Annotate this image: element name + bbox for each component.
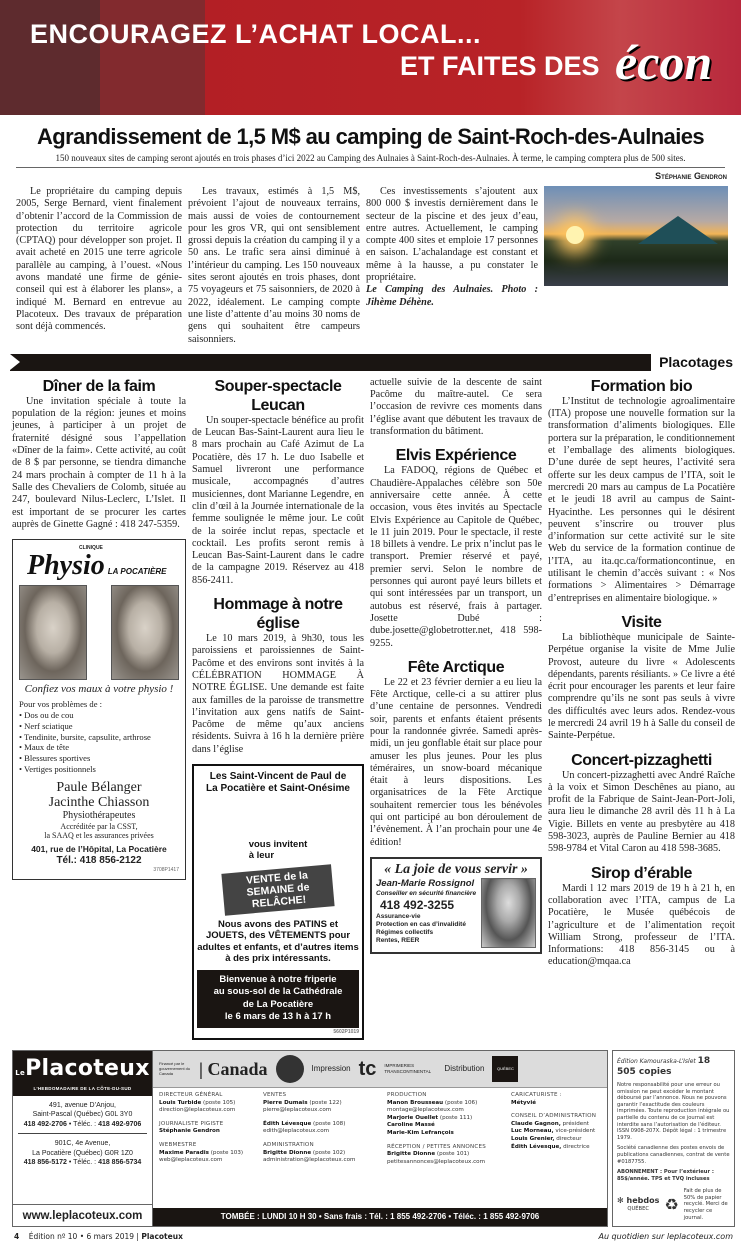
- list-title: Pour vos problèmes de :: [19, 699, 103, 710]
- brief-text: actuelle suivie de la descente de saint Pacôme du maître-autel. Ce sera l’occasion de revivre ces moments dans l’église avant que débutent les travaux de transformation du bâtiment.: [370, 376, 542, 438]
- staff-line: Marjorie Ouellet (poste 111): [387, 1114, 473, 1121]
- brief-visite: [548, 613, 735, 743]
- brief-hommage: [192, 595, 364, 756]
- staff-heading: CARICATURISTE :: [511, 1091, 562, 1098]
- therapist-names: Paule Bélanger Jacinthe Chiasson: [48, 779, 150, 810]
- brief-text: La FADOQ, régions de Québec et Chaudière-Appalaches célèbre son 50e anniversaire cette année. À cette occasion, vous êtes invités au Spectacle Elvis Expérience au Capitole de Québec, le 11 juin 2019. Pour le spectacle, il reste 18 billets à vendre. Le prix n’inclut pas le transport. Premier réservé et payé, premier servi. Selon le nombre de personnes qui auront payé leurs billets et qui sont intéressées par un transport, un autobus est réservé, frais à partager. Josette Dubé : dube.josette@globetrotter.net, 418 598-9255.: [370, 465, 542, 649]
- brief-fete: [370, 658, 542, 849]
- seal-icon: [276, 1055, 304, 1083]
- ad-invite: vous invitent à leur: [248, 838, 308, 861]
- ad-address: 401, rue de l’Hôpital, La Pocatière Tél.: 418 856-2122: [31, 843, 167, 866]
- staff-line: Louis Turbide (poste 105): [159, 1099, 236, 1106]
- rossignol-ad: [370, 857, 542, 954]
- brief-sirop: [548, 864, 735, 969]
- staff-entry: [511, 1092, 601, 1107]
- staff-line: web@leplacoteux.com: [159, 1157, 223, 1164]
- accreditation: Accréditée par la CSST, la SAAQ et les assurances privées: [44, 821, 154, 841]
- article-col-2: [188, 186, 360, 346]
- camping-photo: [544, 186, 728, 286]
- list-item: • Maux de tête: [19, 742, 70, 753]
- staff-line: Caroline Massé: [387, 1122, 435, 1129]
- staff-line: Pierre Dumais (poste 122): [263, 1099, 342, 1106]
- staff-entry: [263, 1142, 381, 1165]
- sale-tag: VENTE de la SEMAINE de RELÂCHE!: [221, 864, 334, 915]
- staff-grid: [153, 1088, 607, 1172]
- brief-text: Un concert-pizzaghetti avec André Raîche à la voix et Simon Deschênes au piano, au profit de la Fabrique de Saint-Jean-Port-Joli, aura lieu le dimanche 28 avril dès 11 h à La Vigie. Billets en vente au presbytère au 418 598-3023, auprès de Pauline Bernier au 418 598-9784 et Vital Caron au 418 598-3685.: [548, 769, 735, 855]
- brief-title: Dîner de la faim: [42, 377, 156, 395]
- article-paragraph: Ces investissements s’ajoutent aux 800 000 $ investis dernièrement dans le secteur de la piscine et des jeux d’eau, entre autres. Actuellement, le camping compte 400 sites et emploie 17 personnes en saison. L’achalandage est constant et même à la hausse, a pu constater le propriétaire.: [366, 186, 538, 284]
- banner-script: écon: [615, 34, 713, 90]
- advisor-phone: 418 492-3255: [380, 897, 455, 912]
- staff-line: direction@leplacoteux.com: [159, 1107, 236, 1114]
- buy-local-banner: [0, 0, 741, 115]
- placotages-columns: [12, 377, 735, 1040]
- staff-col-3: [387, 1092, 505, 1166]
- brief-elvis: [370, 446, 542, 649]
- staff-entry: [263, 1121, 381, 1136]
- staff-line: Métyvié: [511, 1099, 537, 1106]
- staff-heading: DIRECTEUR GÉNÉRAL: [159, 1091, 223, 1098]
- divider: [16, 167, 725, 168]
- physio-ad: [12, 539, 186, 880]
- ad-title: Les Saint-Vincent de Paul de La Pocatière et Saint-Onésime: [206, 770, 350, 794]
- page-footer: [14, 1231, 733, 1242]
- staff-line: pierre@leplacoteux.com: [263, 1107, 332, 1114]
- photo-paule: [19, 585, 87, 680]
- problem-list: [19, 699, 179, 775]
- staff-entry: [159, 1092, 257, 1115]
- recycle-note: Fait de plus de 50% de papier recyclé. Merci de recycler ce journal.: [683, 1188, 728, 1221]
- staff-line: montage@leplacoteux.com: [387, 1107, 464, 1114]
- staff-line: Édith Lévesque (poste 108): [263, 1120, 346, 1127]
- staff-line: edith@leplacoteux.com: [263, 1128, 330, 1135]
- services-list: [376, 913, 476, 945]
- brief-souper: [192, 377, 364, 587]
- brief-text: La bibliothèque municipale de Sainte-Perpétue organise la visite de Mme Julie Provost, auteure du livre « Adolescents dépendants, parents résiliants. » Ce livre a été écrit pour encourager les parents et leur faire comprendre qu’ils ne sont pas seuls à vivre des difficultés avec leurs ados. Rendez-vous le mercredi 24 avril 19 h à Salle du conseil de Sainte-Perpétue.: [548, 631, 735, 742]
- ad-body: Nous avons des PATINS et JOUETS, des VÊTEMENTS pour adultes et enfants, et d’autres items à des prix intéressants.: [197, 918, 359, 965]
- brief-concert: [548, 751, 735, 856]
- office-la-pocatiere: 901C, 4e Avenue, La Pocatière (Québec) G0R 1Z0 418 856-5172 • Téléc. : 418 856-5734: [23, 1140, 142, 1167]
- printer-name: IMPRIMERIES TRANSCONTINENTAL: [384, 1063, 432, 1074]
- article-paragraph: Le propriétaire du camping depuis 2005, Serge Bernard, vient finalement d’obtenir l’accord de la Commission de protection du territoire agricole (CPTAQ) pour développer son projet. Il avait acheté en 2015 une terre agricole parallèle au camping, à l’ouest. «Nous avons mandaté une firme de génie-conseil qui est à élaborer les plans», a indiqué M. Bernard en entrevue au Placoteux. Des travaux de préparation sont déjà commencés.: [16, 186, 182, 333]
- staff-entry: [387, 1092, 505, 1138]
- masthead-row: [12, 1050, 735, 1227]
- profession: Physiothérapeutes: [62, 809, 136, 821]
- impression-label: Impression: [311, 1063, 351, 1073]
- article-body: [16, 186, 733, 346]
- advisor-name: Jean-Marie Rossignol: [376, 877, 475, 889]
- list-item: • Dos ou de cou: [19, 709, 74, 720]
- brief-text: Une invitation spéciale à toute la population de la région: jeunes et moins jeunes, à participer à un projet de fraternité désigné sous l’appellation «Dîner de la faim». Cette activité, au coût de 8 $ par personne, se tiendra dimanche 24 mars prochain à compter de 11 h à la Salle des Chevaliers de Colomb, située au 247, boulevard Nilus-Leclerc, L’Islet. Il est important de se procurer les cartes auprès de Ginette Gagné : 418 247-5359.: [12, 395, 186, 530]
- website-tagline: Au quotidien sur leplacoteux.com: [598, 1232, 733, 1242]
- distribution-label: Distribution: [444, 1063, 485, 1073]
- article-col-1: [16, 186, 182, 334]
- hebdos-logo: ✻ hebdos QUÉBEC: [617, 1196, 660, 1213]
- edition-copies: Édition Kamouraska-L’Islet 18 505 copies: [617, 1055, 711, 1077]
- staff-line: Marie-Kim Lefrançois: [387, 1129, 454, 1136]
- banner-line-2: ET FAITES DES: [400, 51, 600, 81]
- photo-caption: Le Camping des Aulnaies. Photo : Jihème Déhène.: [366, 284, 538, 308]
- staff-heading: ADMINISTRATION: [263, 1141, 314, 1148]
- staff-line: administration@leplacoteux.com: [263, 1157, 356, 1164]
- staff-col-4: [511, 1092, 601, 1166]
- list-item: Protection en cas d’invalidité: [376, 920, 466, 928]
- staff-col-2: [263, 1092, 381, 1166]
- recycle-icon: ♻: [664, 1194, 679, 1214]
- photo-jacinthe: [111, 585, 179, 680]
- staff-entry: [159, 1121, 257, 1136]
- subscription: ABONNEMENT : Pour l’extérieur : 85$/année. TPS et TVQ incluses: [617, 1169, 714, 1182]
- tc-logo: tc: [358, 1057, 377, 1080]
- list-item: • Nerf sciatique: [19, 720, 73, 731]
- placoteux-block: [13, 1051, 153, 1226]
- staff-entry: [263, 1092, 381, 1115]
- disclaimer: Notre responsabilité pour une erreur ou omission ne peut excéder le montant déboursé par l’annonce. Nous ne pouvons garantir l’exactitude des couleurs imprimées. Toute reproduction intégrale ou partielle du contenu de ce journal est interdite sans l’autorisation de l’éditeur. ISSN 0908-207X. Dépôt légal : 1 trimestre 1979.: [617, 1081, 730, 1141]
- staff-line: Édith Lévesque, directrice: [511, 1143, 590, 1150]
- staff-line: Brigitte Dionne (poste 101): [387, 1151, 470, 1158]
- placoteux-logo: LePlacoteux L’HEBDOMADAIRE DE LA CÔTE-DU-SUD: [13, 1051, 152, 1096]
- list-item: Assurance-vie: [376, 912, 421, 920]
- advisor-role: Conseiller en sécurité financière: [376, 889, 477, 897]
- staff-heading: JOURNALISTE PIGISTE: [159, 1120, 224, 1127]
- staff-line: Louis Grenier, directeur: [511, 1135, 582, 1142]
- brief-title: Sirop d’érable: [590, 864, 693, 882]
- staff-heading: PRODUCTION: [387, 1091, 427, 1098]
- ad-slogan: « La joie de vous servir »: [384, 861, 528, 877]
- brief-title: Hommage à notre église: [213, 596, 343, 633]
- ad-tagline: Confiez vos maux à votre physio !: [24, 683, 174, 696]
- brief-formation: [548, 377, 735, 605]
- staff-line: Maxime Paradis (poste 103): [159, 1149, 244, 1156]
- list-item: • Tendinite, bursite, capsulite, arthrose: [19, 731, 151, 742]
- website-link[interactable]: www.leplacoteux.com: [13, 1204, 152, 1226]
- staff-line: Luc Morneau, vice-président: [511, 1128, 596, 1135]
- staff-line: Brigitte Dionne (poste 102): [263, 1149, 346, 1156]
- placotages-col-3: [370, 377, 542, 954]
- brief-text: Le 22 et 23 février dernier a eu lieu la Fête Arctique, celle-ci a su attirer plus d’une centaine de personnes. Vendredi soir, parents et enfants étaient présents pour la randonnée givrée. Samedi après-midi, un jeu gonflable était sur place pour amuser les plus jeunes. Pour les plus téméraires, un snow-board mécanique était à leurs dispositions. Les organisatrices de la Fête Arctique souhaitent remercier tous les bénévoles qui ont participé au bon déroulement de l’évènement. À l’an prochain pour une 4e édition!: [370, 676, 542, 848]
- brief-text: L’Institut de technologie agroalimentaire (ITA) propose une nouvelle formation sur la transformation d’aliments biologiques. Elle portera sur la préparation, le conditionnement et l’emballage des aliments biologiques. D’une durée de sept heures, l’activité sera offerte sur les deux campus de l’ITA, soit le mercredi 20 mars au campus de La Pocatière et le jeudi 18 avril au campus de Saint-Hyacinthe. Les personnes qui le désirent peuvent s’inscrire ou trouver plus d’information sur cette activité sur le site Web du service de la formation continue de l’ITA, au ita.qc.ca/formationcontinue, en utilisant le chemin d’accès suivant : « Nos formations > Alimentaires > Démarrage d’entreprises en alimentaire biologique. »: [548, 395, 735, 604]
- list-item: Rentes, REER: [376, 936, 420, 944]
- list-item: • Vertiges positionnels: [19, 763, 96, 774]
- brief-title: Formation bio: [590, 377, 693, 395]
- arrow-icon: [10, 354, 20, 370]
- article-headline: Agrandissement de 1,5 M$ au camping de Saint-Roch-des-Aulnaies: [37, 124, 704, 149]
- brief-hommage-continued: [370, 377, 542, 438]
- advisor-photo: [481, 878, 536, 948]
- office-saint-pascal: 491, avenue D’Anjou, Saint-Pascal (Québec) G0L 3Y0 418 492-2706 • Téléc. : 418 492-9706: [23, 1101, 142, 1128]
- staff-line: Manon Brousseau (poste 106): [387, 1099, 478, 1106]
- staff-heading: RÉCEPTION / PETITES ANNONCES: [387, 1143, 486, 1150]
- sponsors-strip: [153, 1051, 607, 1088]
- page-number: 4: [14, 1232, 20, 1242]
- article-col-3: [366, 186, 538, 309]
- section-bar: [10, 354, 741, 371]
- brief-title: Souper-spectacle Leucan: [214, 377, 342, 414]
- staff-line: Claude Gagnon, président: [511, 1120, 589, 1127]
- list-item: • Blessures sportives: [19, 753, 91, 764]
- brief-diner: [12, 377, 186, 531]
- staff-entry: [511, 1113, 601, 1151]
- staff-heading: WEBMESTRE: [159, 1141, 197, 1148]
- brief-title: Concert-pizzaghetti: [571, 751, 712, 769]
- edition-info: Édition nº 10 • 6 mars 2019 |: [28, 1232, 139, 1242]
- ad-code: 5602P1019: [333, 1028, 359, 1035]
- publication-info: [612, 1050, 735, 1227]
- staff-line: Stéphanie Gendron: [159, 1128, 220, 1135]
- masthead-staff: [153, 1051, 607, 1226]
- brief-title: Visite: [621, 613, 662, 631]
- brief-text: Un souper-spectacle bénéfice au profit de Leucan Bas-Saint-Laurent aura lieu le 8 mars prochain au Café Azimut de La Pocatière, dès 17 h. Le duo Isabelle et Samuel livreront une performance musicale, accompagnés d’autres musiciennes, dont Marianne Legendre, en clin d’œil à la Journée internationale de la femme soulignée le même jour. Le coût de la soirée inclut repas, spectacle et cocktail. Les profits seront remis à Leucan Bas-Saint-Laurent dans le cadre de la campagne 2019. Réservez au 418 856-2411.: [192, 414, 364, 586]
- deadline-bar: TOMBÉE : LUNDI 10 H 30 • Sans frais : Tél. : 1 855 492-2706 • Téléc. : 1 855 492-9706: [153, 1208, 607, 1226]
- placotages-col-4: [548, 377, 735, 969]
- list-item: Régimes collectifs: [376, 928, 434, 936]
- saint-vincent-ad: [192, 764, 364, 1040]
- funding-note: Financé par le gouvernement du Canada: [159, 1061, 191, 1077]
- ad-details: Bienvenue à notre friperie au sous-sol de la Cathédrale de La Pocatière le 6 mars de 13 h à 17 h: [197, 970, 359, 1028]
- placotages-col-1: [12, 377, 186, 880]
- banner-line-1: ENCOURAGEZ L’ACHAT LOCAL...: [30, 19, 481, 49]
- distributor-logo: QUÉBEC: [492, 1056, 518, 1082]
- staff-heading: CONSEIL D’ADMINISTRATION: [511, 1113, 597, 1120]
- placotages-col-2: [192, 377, 364, 1040]
- section-label: Placotages: [651, 354, 741, 371]
- physio-logo: Physio LA POCATIÈRE: [27, 550, 167, 582]
- article-subtitle: 150 nouveaux sites de camping seront ajoutés en trois phases d’ici 2022 au Camping des Aulnaies à Saint-Roch-des-Aulnaies. À terme, le camping comptera plus de 500 sites.: [55, 153, 686, 163]
- staff-line: petitesannonces@leplacoteux.com: [387, 1158, 486, 1165]
- postal-info: Société canadienne des postes envois de publications canadiennes, contrat de vente #0187755.: [617, 1145, 730, 1165]
- staff-entry: [387, 1144, 505, 1167]
- byline: Stéphanie Gendron: [655, 171, 727, 181]
- brief-text: Mardi l 12 mars 2019 de 19 h à 21 h, en collaboration avec l’ITA, campus de La Pocatière, le Musée québécois de l’agriculture et de l’alimentation reçoit William Strong, professeur de l’ITA. Informations: 418 856-3145 ou à education@mqaa.ca: [548, 882, 735, 968]
- brief-title: Fête Arctique: [407, 658, 505, 676]
- staff-col-1: [159, 1092, 257, 1166]
- article-paragraph: Les travaux, estimés à 1,5 M$, prévoient l’ajout de nouveaux terrains, mais aussi de voies de contournement pour les gros VR, qui ont sensiblement grossi depuis la création du camping il y a 50 ans. Le trafic sera ainsi diminué à l’intérieur du camping. Les 150 nouveaux sites seront ajoutés en trois phases, dont 75 voyageurs et 75 saisonniers, de 2020 à 2022, idéalement. Le camping compte une liste d’attente d’au moins 30 noms de gens qui souhaitent être campeurs saisonniers.: [188, 186, 361, 345]
- masthead-box: [12, 1050, 608, 1227]
- divider: [18, 1133, 147, 1134]
- ad-code: 3708P1417: [153, 866, 179, 873]
- brief-text: Le 10 mars 2019, à 9h30, tous les paroissiens et paroissiennes de Saint-Pacôme et des environs sont invités à la CÉLÉBRATION HOMMAGE À NOTRE ÉGLISE. Une demande est faite aux familles de la paroisse de transmettre l’invitation aux gens natifs de Saint-Pacôme de même qu’aux anciens résidents. Suivra à 16 h la dernière prière dans l’église: [192, 633, 364, 755]
- canada-wordmark: | Canada: [199, 1058, 268, 1079]
- brief-title: Elvis Expérience: [395, 447, 517, 465]
- staff-entry: [159, 1142, 257, 1165]
- logo-small: CLINIQUE: [79, 545, 103, 552]
- footer-logo: Placoteux: [141, 1232, 183, 1242]
- staff-heading: VENTES: [263, 1091, 287, 1098]
